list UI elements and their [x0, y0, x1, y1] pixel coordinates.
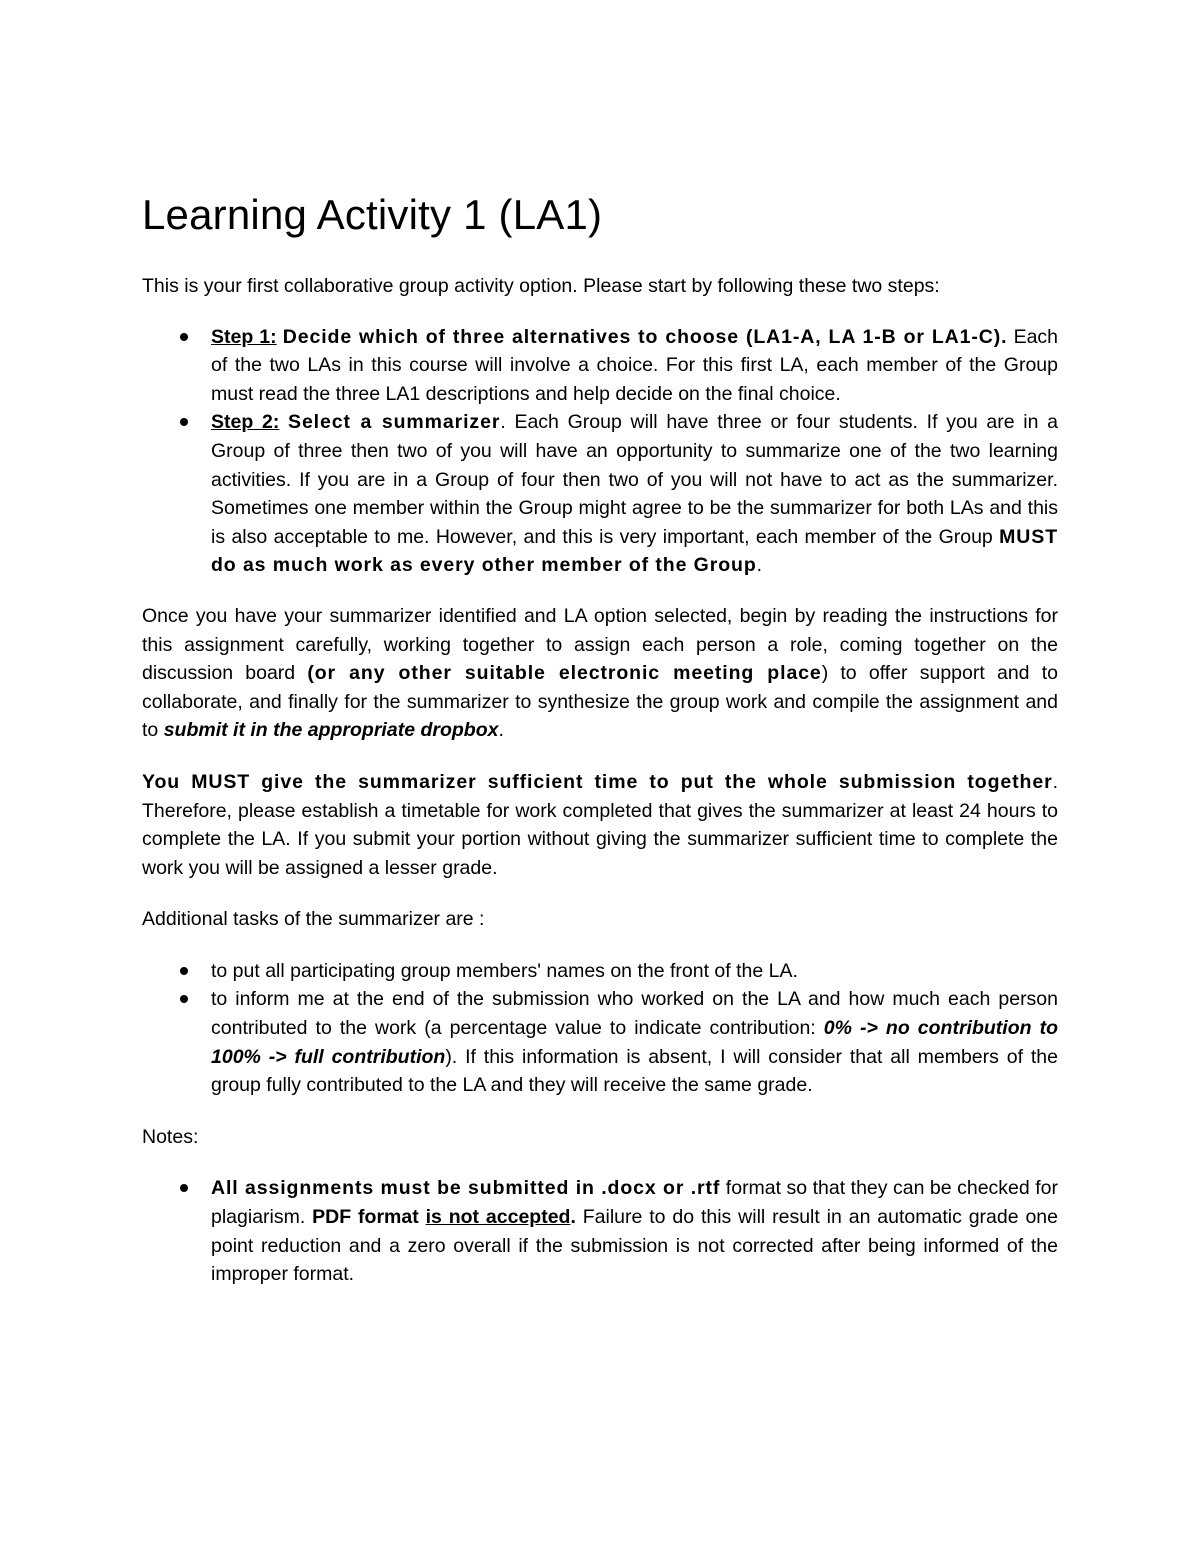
bullet-icon — [180, 967, 188, 975]
bullet-icon — [180, 1184, 188, 1192]
note-part-1: format so that they can be checked for plagiarism. — [211, 1177, 1058, 1229]
list-item-task-2 — [142, 985, 1058, 1099]
document-title: Learning Activity 1 (LA1) — [142, 191, 603, 238]
bullet-icon — [180, 995, 188, 1003]
bullet-icon — [180, 333, 188, 341]
note-format-bold: All assignments must be submitted in .docx or .rtf — [211, 1177, 721, 1200]
once-part-2: ) to offer support and to collaborate, and finally for the summarizer to synthesize the group work and compile the assignment and to — [142, 662, 1058, 742]
task-1-text: to put all participating group members' names on the front of the LA. — [211, 959, 798, 982]
step-1-body: Each of the two LAs in this course will involve a choice. For this first LA, each member of the Group must read the three LA1 descriptions and help decide on the final choice. — [211, 325, 1059, 405]
step-2-label: Step 2: — [211, 411, 280, 434]
step-1-heading: Decide which of three alternatives to choose (LA1-A, LA 1-B or LA1-C). — [282, 325, 1008, 348]
must-bold: You MUST give the summarizer sufficient time to put the whole submission together — [142, 770, 1053, 793]
once-bold-1: (or any other suitable electronic meeting place — [307, 662, 822, 685]
list-item-step-1 — [142, 323, 1058, 409]
task-2-part-1: to inform me at the end of the submission who worked on the LA and how much each person contributed to the work (a percentage value to indicate contribution: — [211, 988, 1058, 1040]
note-part-2: Failure to do this will result in an automatic grade one point reduction and a zero overall if the submission is not corrected after being informed of the improper format. — [211, 1206, 1058, 1286]
task-2-part-2: ). If this information is absent, I will consider that all members of the group fully contributed to the LA and they will receive the same grade. — [211, 1045, 1058, 1097]
once-end: . — [498, 719, 504, 742]
step-2-heading: Select a summarizer — [288, 411, 501, 434]
list-item-note-1 — [142, 1174, 1058, 1288]
step-2-emphasis: MUST do as much work as every other member of the Group — [211, 525, 1058, 577]
intro-paragraph: This is your first collaborative group activity option. Please start by following these two steps: — [142, 275, 940, 297]
note-period: . — [570, 1206, 576, 1229]
steps-list — [142, 323, 1058, 580]
list-item-task-1 — [142, 957, 1058, 986]
note-pdf-bold: PDF format — [312, 1206, 426, 1229]
bullet-icon — [180, 418, 188, 426]
notes-heading: Notes: — [142, 1125, 199, 1148]
task-2-contribution-scale: 0% -> no contribution to 100% -> full contribution — [211, 1017, 1058, 1068]
tasks-list — [142, 957, 1058, 1100]
must-rest: . Therefore, please establish a timetable for work completed that gives the summarizer at least 24 hours to complete the LA. If you submit your portion without giving the summarizer sufficient time to complete the work you will be assigned a lesser grade. — [142, 770, 1058, 879]
notes-list — [142, 1174, 1058, 1288]
document-page — [142, 188, 1058, 1289]
note-not-accepted: is not accepted — [425, 1206, 571, 1229]
must-paragraph — [142, 768, 1058, 882]
once-paragraph — [142, 602, 1058, 745]
step-2-end: . — [756, 554, 763, 577]
step-2-body: . Each Group will have three or four students. If you are in a Group of three then two of you will have an opportunity to summarize one of the two learning activities. If you are in a Group of four then two of you will not have to act as the summarizer. Sometimes one member within the Group might agree to be the summarizer for both LAs and this is also acceptable to me. However, and this is very important, each member of the Group — [211, 411, 1059, 548]
step-1-label: Step 1: — [211, 325, 277, 348]
once-dropbox-emphasis: submit it in the appropriate dropbox — [163, 719, 499, 742]
list-item-step-2 — [142, 408, 1058, 580]
once-part-1: Once you have your summarizer identified and LA option selected, begin by reading the instructions for this assignment carefully, working together to assign each person a role, coming together on the discussion board — [142, 604, 1058, 685]
additional-tasks-heading: Additional tasks of the summarizer are : — [142, 908, 485, 931]
